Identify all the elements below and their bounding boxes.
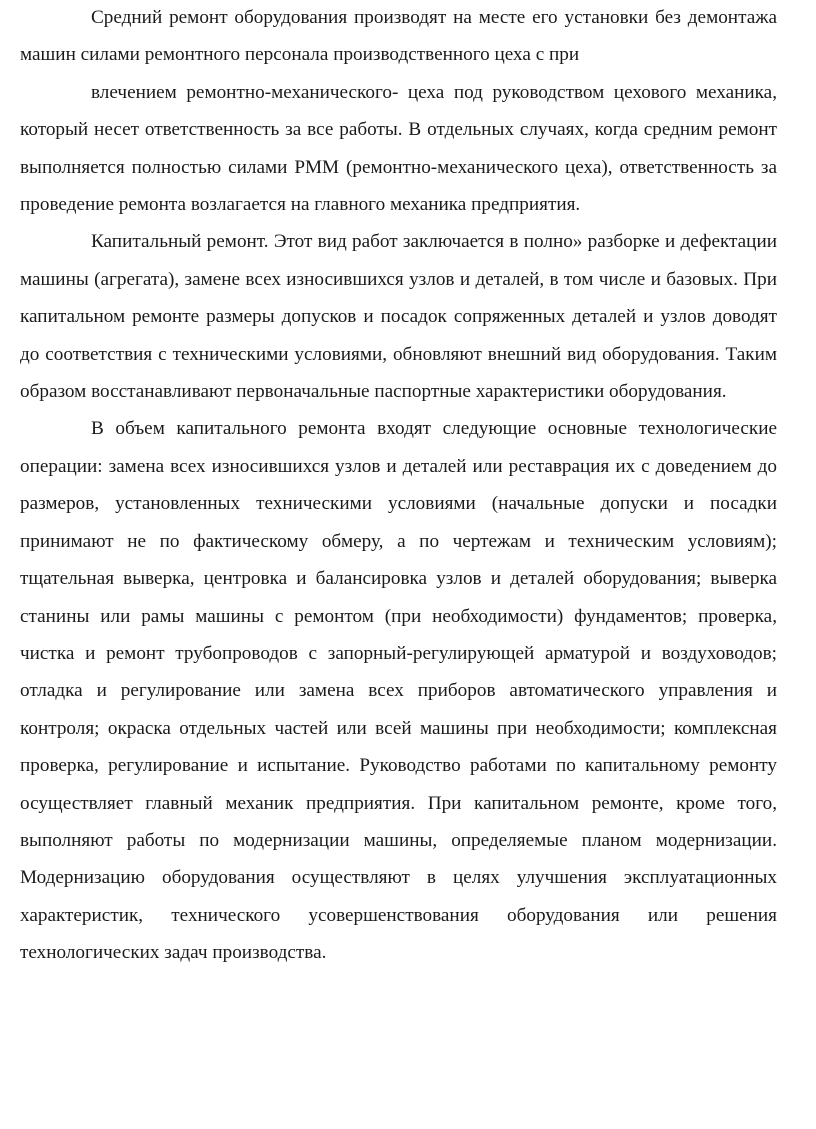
document-page [20, 0, 777, 972]
paragraph-capital-repair: Капитальный ремонт. Этот вид работ заключается в полно» разборке и дефектации машины (агрегата), замене всех износившихся узлов и деталей, в том числе и базовых. При капитальном ремонте размеры допусков и посадок сопряженных деталей и узлов доводят до соответствия с техническими условиями, обновляют внешний вид оборудования. Таким образом восстанавливают первоначальные паспортные характеристики оборудования. [20, 231, 777, 403]
paragraph-medium-repair [20, 0, 777, 223]
paragraph-line: влечением ремонтно-механического- цеха под руководством цехового механика, который несет ответственность за все работы. В отдельных случаях, когда средним ремонт выполняется полностью силами РММ (ремонтно-механического цеха), ответственность за проведение ремонта возлагается на главного механика предприятия. [20, 81, 777, 216]
paragraph-line: Средний ремонт оборудования производят на месте его установки без демонтажа машин силами ремонтного персонала производственного цеха с при [20, 7, 777, 66]
paragraph-capital-repair-operations: В объем капитального ремонта входят следующие основные технологические операции: замена всех износившихся узлов и деталей или реставрация их с доведением до размеров, установленных техническими условиями (начальные допуски и посадки принимают не по фактическому обмеру, а по чертежам и техническим условиям); тщательная выверка, центровка и балансировка узлов и деталей оборудования; выверка станины или рамы машины с ремонтом (при необходимости) фундаментов; проверка, чистка и ремонт трубопроводов с запорный-регулирующей арматурой и воздуховодов; отладка и регулирование или замена всех приборов автоматического управления и контроля; окраска отдельных частей или всей машины при необходимости; комплексная проверка, регулирование и испытание. Руководство работами по капитальному ремонту осуществляет главный механик предприятия. При капитальном ремонте, кроме того, выполняют работы по модернизации машины, определяемые планом модернизации. Модернизацию оборудования осуществляют в целях улучшения эксплуатационных характеристик, технического усовершенствования оборудования или решения технологических задач производства. [20, 418, 777, 964]
